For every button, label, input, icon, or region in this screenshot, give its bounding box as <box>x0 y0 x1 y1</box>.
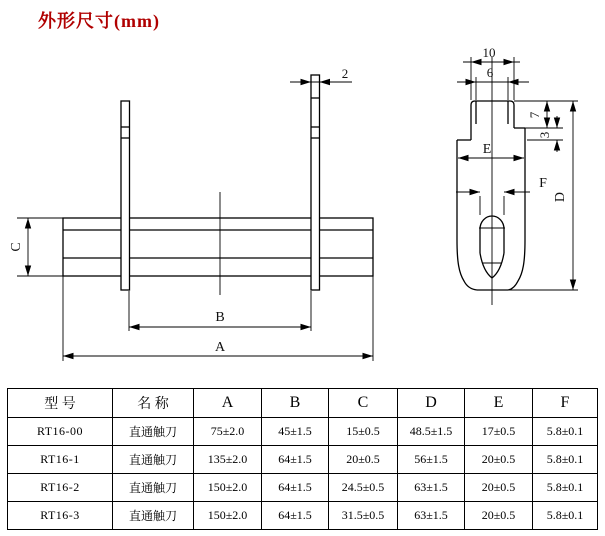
front-view-dimensions <box>456 57 578 290</box>
cell-model: RT16-2 <box>8 474 113 502</box>
cell-B: 45±1.5 <box>262 418 329 446</box>
dim-label-blade-thickness: 2 <box>341 66 349 81</box>
cell-D: 63±1.5 <box>398 474 465 502</box>
cell-C: 20±0.5 <box>329 446 398 474</box>
cell-B: 64±1.5 <box>262 446 329 474</box>
cell-F: 5.8±0.1 <box>533 446 598 474</box>
col-header-name: 名 称 <box>113 389 194 418</box>
table-row <box>8 418 598 446</box>
cell-model: RT16-00 <box>8 418 113 446</box>
dim-label-step-height: 3 <box>537 131 552 139</box>
cell-E: 20±0.5 <box>465 502 533 530</box>
cell-C: 15±0.5 <box>329 418 398 446</box>
cell-E: 20±0.5 <box>465 446 533 474</box>
dim-label-D: D <box>553 191 568 203</box>
cell-model: RT16-3 <box>8 502 113 530</box>
cell-name: 直通触刀 <box>113 418 194 446</box>
dim-label-E: E <box>482 142 492 157</box>
dim-label-C: C <box>9 242 24 252</box>
col-header-D: D <box>398 389 465 418</box>
dim-label-B: B <box>215 310 225 325</box>
body-left-edge <box>457 140 477 290</box>
cell-B: 64±1.5 <box>262 474 329 502</box>
body-right-edge <box>508 128 525 290</box>
cell-A: 150±2.0 <box>194 474 262 502</box>
cell-F: 5.8±0.1 <box>533 474 598 502</box>
dim-label-F: F <box>539 176 547 191</box>
bar-outline <box>63 218 373 276</box>
header-row <box>8 389 598 418</box>
table-row <box>8 474 598 502</box>
cell-E: 17±0.5 <box>465 418 533 446</box>
front-view <box>457 57 525 305</box>
cell-F: 5.8±0.1 <box>533 418 598 446</box>
dim-label-A: A <box>214 340 226 355</box>
col-header-E: E <box>465 389 533 418</box>
cell-name: 直通触刀 <box>113 474 194 502</box>
table-row <box>8 502 598 530</box>
side-view <box>63 75 373 295</box>
cell-D: 48.5±1.5 <box>398 418 465 446</box>
cell-B: 64±1.5 <box>262 502 329 530</box>
cell-A: 150±2.0 <box>194 502 262 530</box>
cell-A: 75±2.0 <box>194 418 262 446</box>
table-row <box>8 446 598 474</box>
left-blade-tab <box>121 101 130 290</box>
cell-F: 5.8±0.1 <box>533 502 598 530</box>
spec-table <box>7 388 598 530</box>
cell-name: 直通触刀 <box>113 502 194 530</box>
col-header-A: A <box>194 389 262 418</box>
right-blade-tab <box>311 75 320 290</box>
col-header-F: F <box>533 389 598 418</box>
cell-C: 24.5±0.5 <box>329 474 398 502</box>
cell-A: 135±2.0 <box>194 446 262 474</box>
cell-D: 56±1.5 <box>398 446 465 474</box>
cell-name: 直通触刀 <box>113 446 194 474</box>
col-header-B: B <box>262 389 329 418</box>
cell-C: 31.5±0.5 <box>329 502 398 530</box>
page-title: 外形尺寸(mm) <box>38 11 160 31</box>
cell-E: 20±0.5 <box>465 474 533 502</box>
col-header-C: C <box>329 389 398 418</box>
dim-label-neck-height: 7 <box>527 111 542 119</box>
dim-label-tab-width: 10 <box>482 45 496 60</box>
dim-label-tab-inner-width: 6 <box>486 65 494 80</box>
cell-D: 63±1.5 <box>398 502 465 530</box>
cell-model: RT16-1 <box>8 446 113 474</box>
col-header-model: 型 号 <box>8 389 113 418</box>
